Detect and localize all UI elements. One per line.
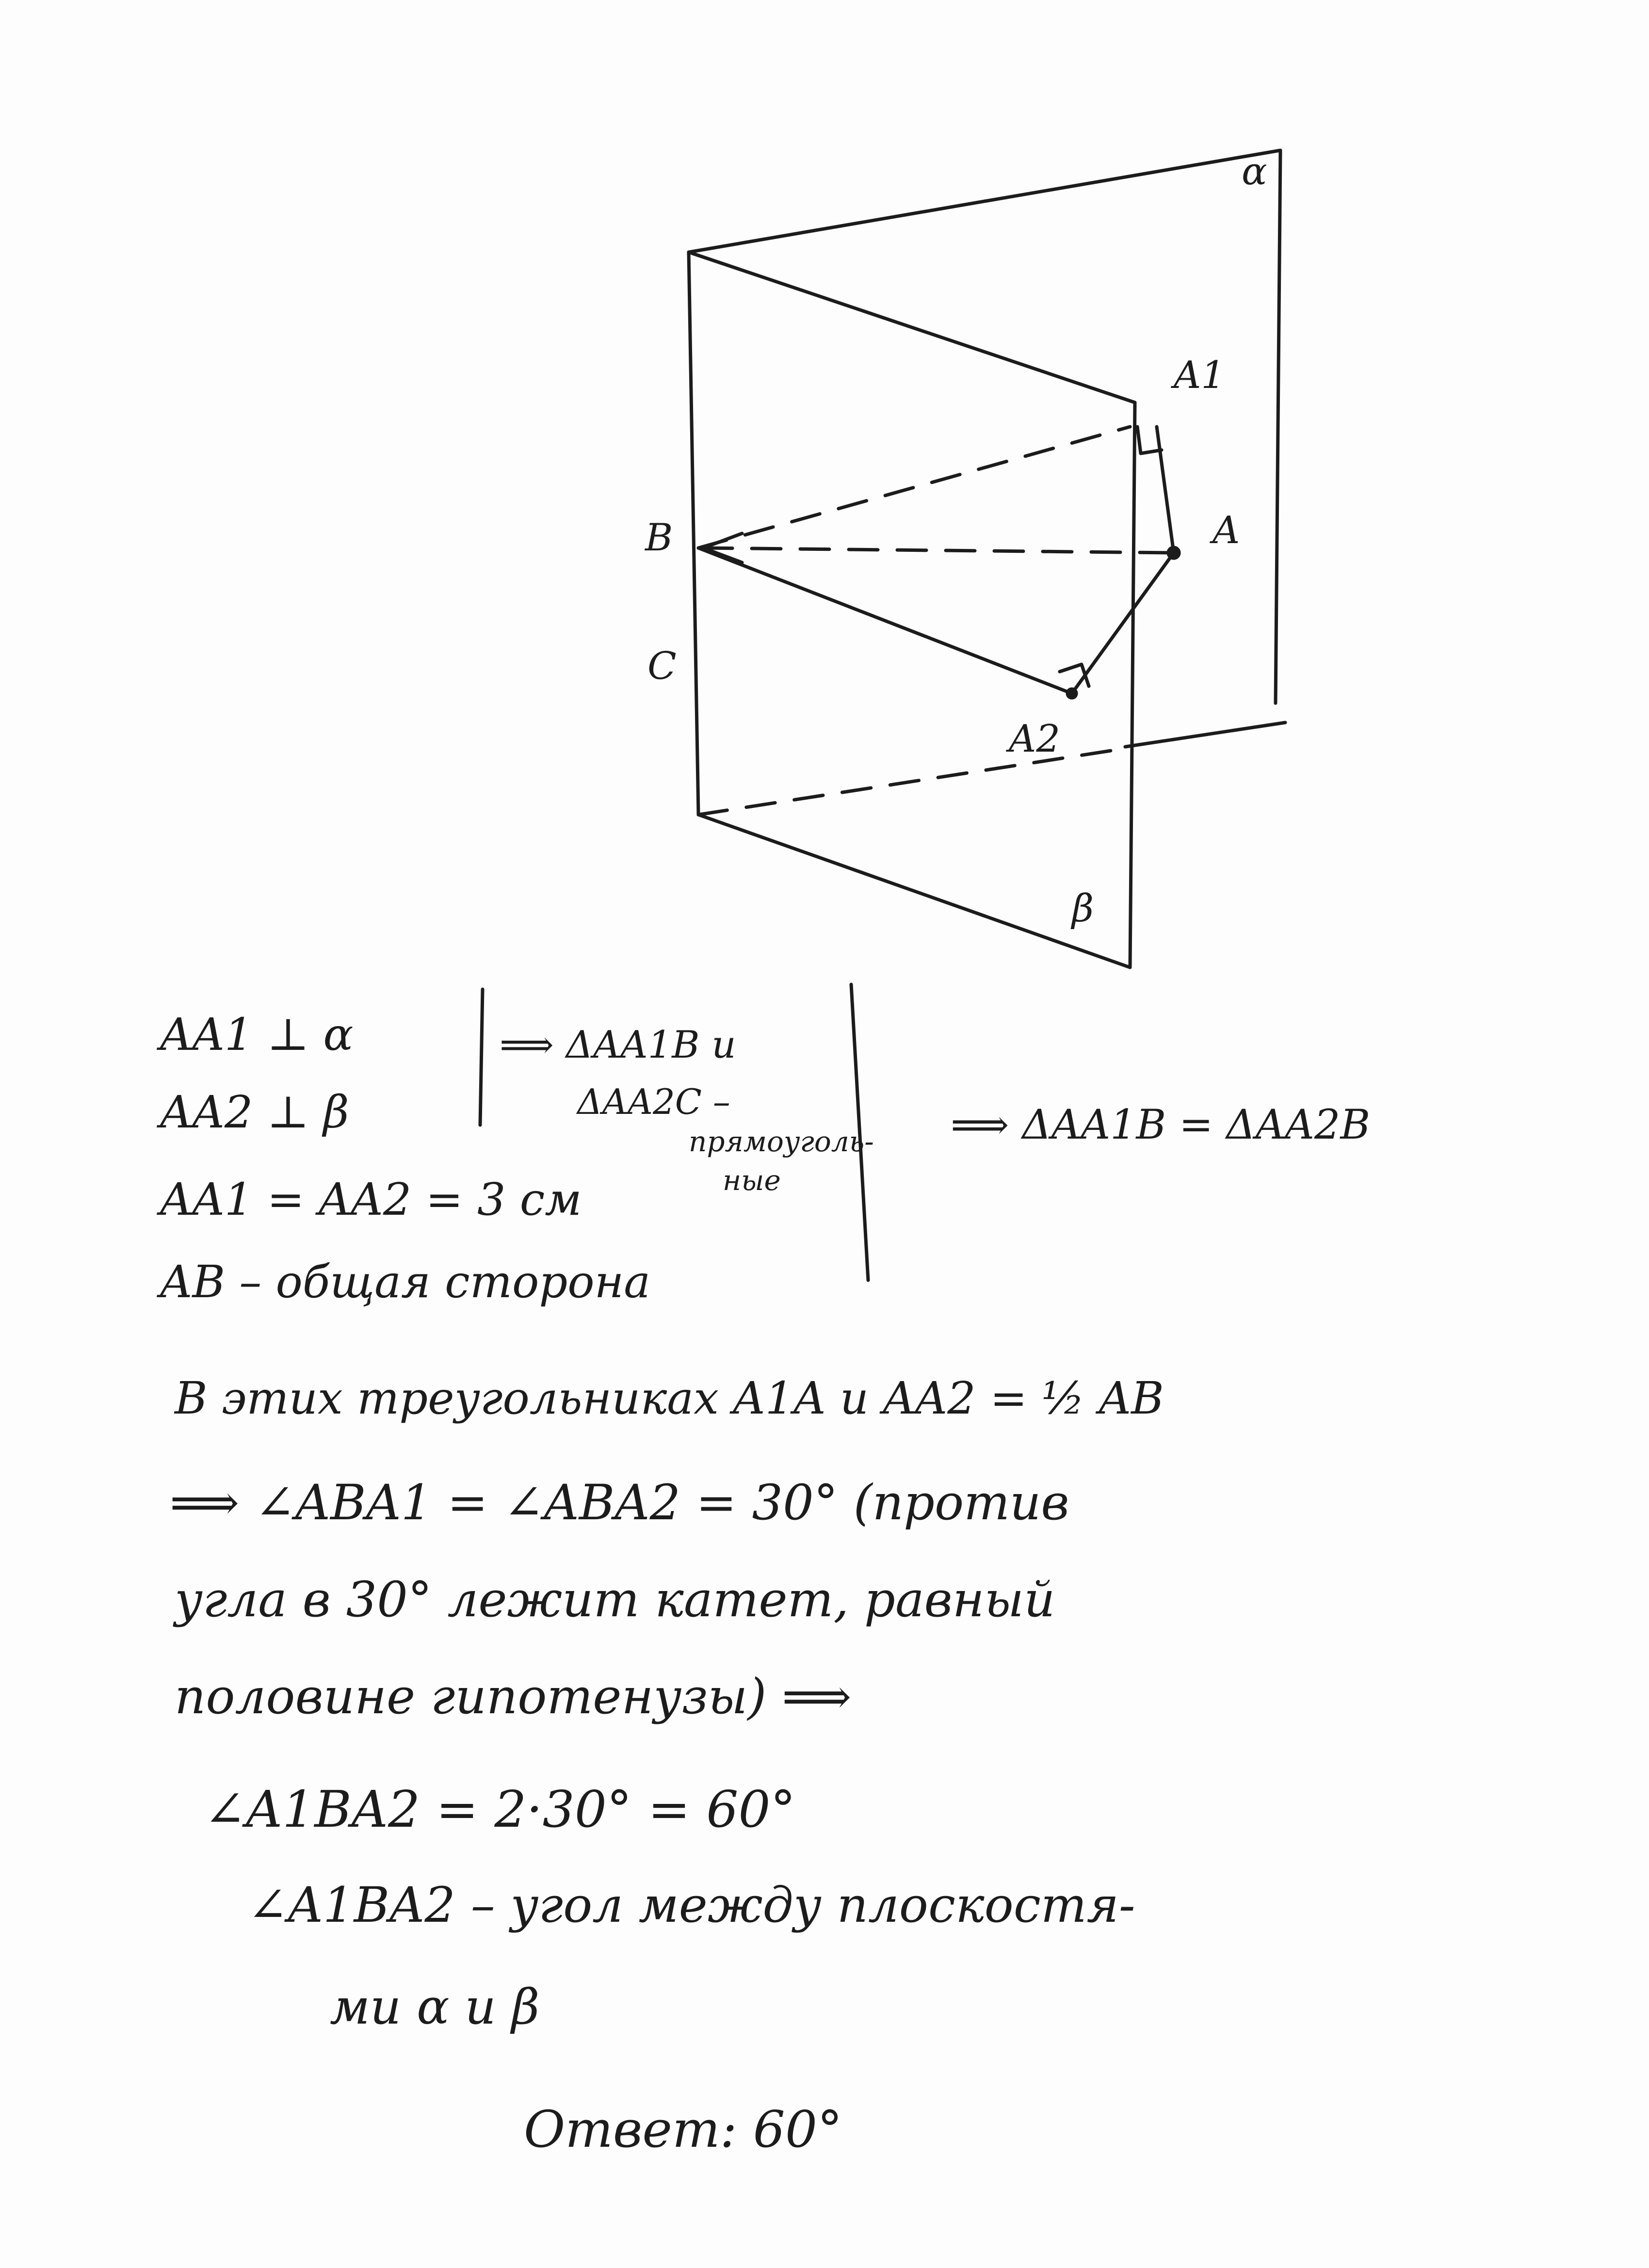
solution-line-7: угла в 30° лежит катет, равный	[175, 1571, 1055, 1628]
given-line-2: AA2 ⊥ β	[160, 1086, 349, 1138]
label-point-A2: A2	[1009, 717, 1060, 761]
answer: Ответ: 60°	[524, 2100, 843, 2159]
segment-B-A1-hidden	[698, 427, 1130, 548]
plane-alpha-outline	[689, 150, 1280, 703]
label-point-B: B	[645, 516, 673, 560]
plane-beta-outline	[689, 252, 1135, 967]
implication-line-4: ные	[723, 1164, 781, 1197]
triangles-equal-conclusion: ⟹ ΔAA1B = ΔAA2B	[951, 1101, 1371, 1148]
segment-B-A-hidden	[703, 548, 1174, 553]
point-A2-dot	[1067, 689, 1076, 698]
label-plane-beta: β	[1072, 887, 1094, 931]
solution-line-8: половине гипотенузы) ⟹	[175, 1668, 852, 1725]
solution-line-5: В этих треугольниках A1A и AA2 = ½ AB	[175, 1372, 1164, 1424]
implication-line-2: ΔAA2C –	[577, 1081, 730, 1122]
given-line-4: AB – общая сторона	[160, 1256, 651, 1308]
label-point-A: A	[1212, 509, 1240, 552]
label-point-A1: A1	[1174, 354, 1225, 397]
point-A-dot	[1168, 547, 1179, 558]
solution-line-11: ми α и β	[330, 1978, 540, 2035]
solution-line-9: ∠A1BA2 = 2·30° = 60°	[204, 1780, 796, 1839]
label-point-C: C	[647, 644, 677, 688]
given-line-1: AA1 ⊥ α	[160, 1009, 354, 1061]
implication-line-1: ⟹ ΔAA1B и	[500, 1023, 736, 1067]
given-divider-1	[480, 989, 483, 1125]
solution-line-6: ⟹ ∠ABA1 = ∠ABA2 = 30° (против	[170, 1474, 1069, 1531]
segment-A-A1	[1157, 427, 1174, 553]
common-edge-line	[689, 252, 698, 815]
label-plane-alpha: α	[1242, 150, 1267, 193]
segment-A-A2	[1072, 553, 1174, 693]
solution-line-10: ∠A1BA2 – угол между плоскостя-	[247, 1877, 1135, 1933]
given-line-3: AA1 = AA2 = 3 см	[160, 1174, 582, 1225]
segment-B-A2	[698, 548, 1072, 693]
plane-alpha-bottom-visible	[1125, 723, 1285, 747]
right-angle-mark-A2	[1060, 664, 1089, 686]
implication-line-3: прямоуголь-	[689, 1125, 874, 1158]
